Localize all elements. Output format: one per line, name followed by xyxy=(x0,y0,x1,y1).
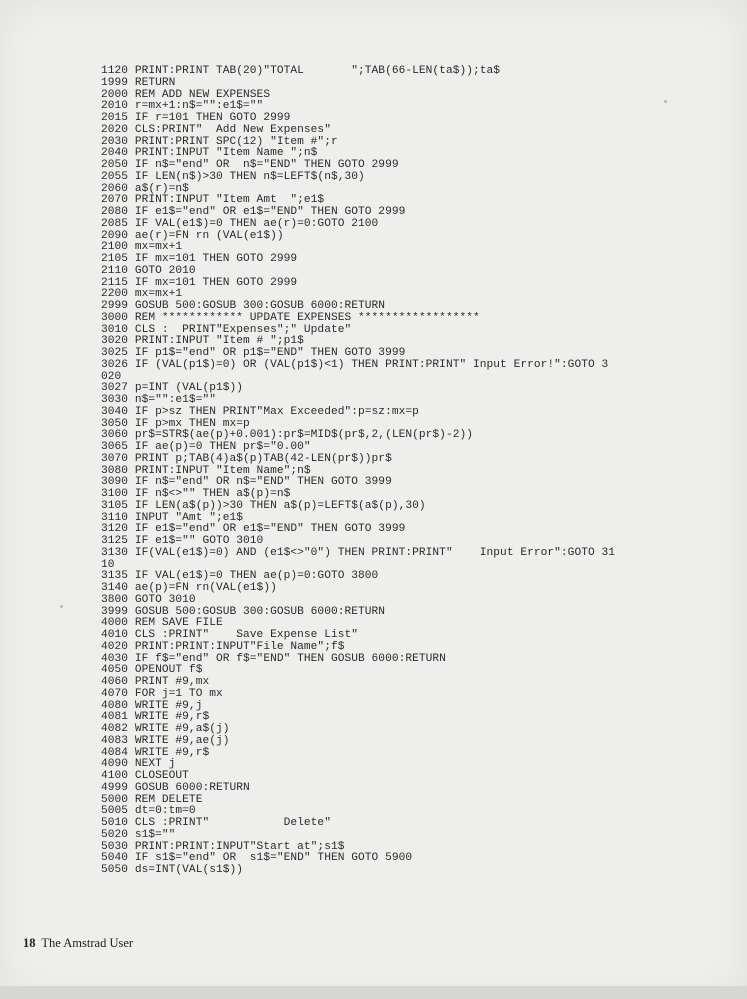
code-line: 3140 ae(p)=FN rn(VAL(e1$)) xyxy=(101,582,277,594)
code-line: 020 xyxy=(101,370,122,383)
code-line: 4999 GOSUB 6000:RETURN xyxy=(101,781,250,794)
code-line: 2000 REM ADD NEW EXPENSES xyxy=(101,88,271,101)
code-line: 3130 IF(VAL(e1$)=0) AND (e1$<>"0") THEN PRINT:PRINT" Input Error":GOTO 31 xyxy=(101,546,616,559)
code-line: 2020 CLS:PRINT" Add New Expenses" xyxy=(101,123,331,136)
code-line: 2055 IF LEN(n$)>30 THEN n$=LEFT$(n$,30) xyxy=(101,170,365,183)
code-line: 2015 IF r=101 THEN GOTO 2999 xyxy=(101,112,291,124)
code-line: 2030 PRINT:PRINT SPC(12) "Item #";r xyxy=(101,135,338,148)
code-line: 3100 IF n$<>"" THEN a$(p)=n$ xyxy=(101,488,291,500)
code-line: 4020 PRINT:PRINT:INPUT"File Name";f$ xyxy=(101,640,345,653)
code-line: 5010 CLS :PRINT" Delete" xyxy=(101,817,331,829)
code-line: 4081 WRITE #9,r$ xyxy=(101,711,210,724)
code-line: 3025 IF p1$="end" OR p1$="END" THEN GOTO 3999 xyxy=(101,347,406,359)
code-line: 4083 WRITE #9,ae(j) xyxy=(101,734,230,747)
code-line: 2060 a$(r)=n$ xyxy=(101,182,189,195)
scan-edge xyxy=(0,986,747,999)
code-line: 2090 ae(r)=FN rn (VAL(e1$)) xyxy=(101,229,284,242)
code-line: 4000 REM SAVE FILE xyxy=(101,617,223,630)
code-line: 4010 CLS :PRINT" Save Expense List" xyxy=(101,629,359,641)
code-line: 2999 GOSUB 500:GOSUB 300:GOSUB 6000:RETURN xyxy=(101,300,386,312)
code-line: 3125 IF e1$="" GOTO 3010 xyxy=(101,535,264,547)
code-line: 4100 CLOSEOUT xyxy=(101,770,189,782)
code-line: 4030 IF f$="end" OR f$="END" THEN GOSUB 6000:RETURN xyxy=(101,652,446,665)
code-line: 3800 GOTO 3010 xyxy=(101,593,196,606)
code-line: 3027 p=INT (VAL(p1$)) xyxy=(101,382,244,395)
code-line: 10 xyxy=(101,558,115,571)
code-line: 5005 dt=0:tm=0 xyxy=(101,805,196,818)
code-line: 2040 PRINT:INPUT "Item Name ";n$ xyxy=(101,147,318,160)
code-line: 2010 r=mx+1:n$="":e1$="" xyxy=(101,100,264,113)
code-line: 5000 REM DELETE xyxy=(101,793,203,806)
code-line: 3000 REM ************ UPDATE EXPENSES ****************** xyxy=(101,311,480,324)
code-line: 3135 IF VAL(e1$)=0 THEN ae(p)=0:GOTO 3800 xyxy=(101,570,379,583)
code-line: 3070 PRINT p;TAB(4)a$(p)TAB(42-LEN(pr$))pr$ xyxy=(101,452,392,465)
code-line: 3030 n$="":e1$="" xyxy=(101,394,216,406)
code-line: 3120 IF e1$="end" OR e1$="END" THEN GOTO 3999 xyxy=(101,523,406,536)
code-line: 4084 WRITE #9,r$ xyxy=(101,746,210,759)
code-line: 2110 GOTO 2010 xyxy=(101,264,196,277)
code-line: 4080 WRITE #9,j xyxy=(101,699,203,712)
code-line: 2085 IF VAL(e1$)=0 THEN ae(r)=0:GOTO 2100 xyxy=(101,217,379,230)
code-line: 3040 IF p>sz THEN PRINT"Max Exceeded":p=sz:mx=p xyxy=(101,405,419,418)
code-line: 2050 IF n$="end" OR n$="END" THEN GOTO 2999 xyxy=(101,159,399,171)
code-line: 1120 PRINT:PRINT TAB(20)"TOTAL ";TAB(66-LEN(ta$));ta$ xyxy=(101,65,501,77)
page-number: 18 xyxy=(23,936,36,950)
code-line: 5050 ds=INT(VAL(s1$)) xyxy=(101,864,244,876)
basic-program-listing xyxy=(101,66,741,877)
code-line: 3999 GOSUB 500:GOSUB 300:GOSUB 6000:RETURN xyxy=(101,605,386,618)
code-line: 2200 mx=mx+1 xyxy=(101,288,183,301)
code-line: 3090 IF n$="end" OR n$="END" THEN GOTO 3999 xyxy=(101,476,392,489)
code-line: 2100 mx=mx+1 xyxy=(101,241,183,254)
code-line: 2080 IF e1$="end" OR e1$="END" THEN GOTO 2999 xyxy=(101,206,406,218)
code-line: 3105 IF LEN(a$(p))>30 THEN a$(p)=LEFT$(a$(p),30) xyxy=(101,499,426,512)
code-line: 2105 IF mx=101 THEN GOTO 2999 xyxy=(101,253,298,265)
code-line: 3110 INPUT "Amt ";e1$ xyxy=(101,511,244,524)
code-line: 5030 PRINT:PRINT:INPUT"Start at";s1$ xyxy=(101,840,345,853)
code-line: 4090 NEXT j xyxy=(101,758,176,771)
code-line: 2070 PRINT:INPUT "Item Amt ";e1$ xyxy=(101,194,325,207)
paper-speck xyxy=(60,605,63,608)
code-line: 3010 CLS : PRINT"Expenses";" Update" xyxy=(101,323,352,336)
code-line: 3080 PRINT:INPUT "Item Name";n$ xyxy=(101,464,311,477)
code-line: 3050 IF p>mx THEN mx=p xyxy=(101,417,250,430)
code-line: 2115 IF mx=101 THEN GOTO 2999 xyxy=(101,276,298,289)
code-line: 3026 IF (VAL(p1$)=0) OR (VAL(p1$)<1) THEN PRINT:PRINT" Input Error!":GOTO 3 xyxy=(101,358,609,371)
code-line: 1999 RETURN xyxy=(101,76,176,89)
code-line: 4070 FOR j=1 TO mx xyxy=(101,687,223,700)
page-footer xyxy=(23,936,133,951)
code-line: 3060 pr$=STR$(ae(p)+0.001):pr$=MID$(pr$,2,(LEN(pr$)-2)) xyxy=(101,429,473,442)
code-line: 4082 WRITE #9,a$(j) xyxy=(101,723,230,735)
code-line: 5020 s1$="" xyxy=(101,828,176,841)
code-line: 4060 PRINT #9,mx xyxy=(101,676,210,688)
code-line: 3065 IF ae(p)=0 THEN pr$="0.00" xyxy=(101,441,311,453)
code-line: 3020 PRINT:INPUT "Item # ";p1$ xyxy=(101,335,304,348)
code-line: 4050 OPENOUT f$ xyxy=(101,664,203,677)
code-line: 5040 IF s1$="end" OR s1$="END" THEN GOTO 5900 xyxy=(101,852,413,865)
publication-name: The Amstrad User xyxy=(41,936,134,950)
